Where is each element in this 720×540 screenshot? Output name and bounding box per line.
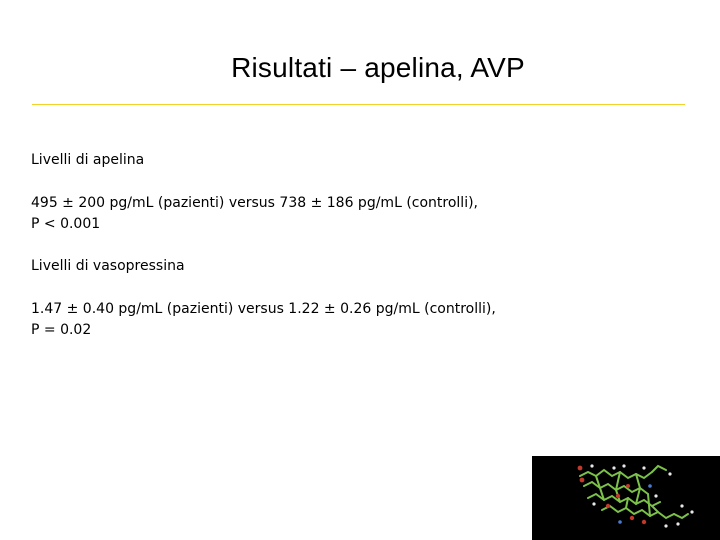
vasopressin-p-value: P = 0.02 <box>31 322 92 338</box>
molecule-image <box>532 456 720 540</box>
vasopressin-result-line: 1.47 ± 0.40 pg/mL (pazienti) versus 1.22 ± 0.26 pg/mL (controlli), <box>31 301 496 317</box>
apelin-result-line: 495 ± 200 pg/mL (pazienti) versus 738 ± 186 pg/mL (controlli), <box>31 195 478 211</box>
apelin-p-value: P < 0.001 <box>31 216 101 232</box>
slide-title: Risultati – apelina, AVP <box>231 52 525 83</box>
slide-body <box>31 150 651 341</box>
title-divider <box>32 104 685 105</box>
molecule-structure-graphic <box>532 456 720 540</box>
apelin-heading: Livelli di apelina <box>31 152 145 168</box>
vasopressin-heading: Livelli di vasopressina <box>31 258 185 274</box>
